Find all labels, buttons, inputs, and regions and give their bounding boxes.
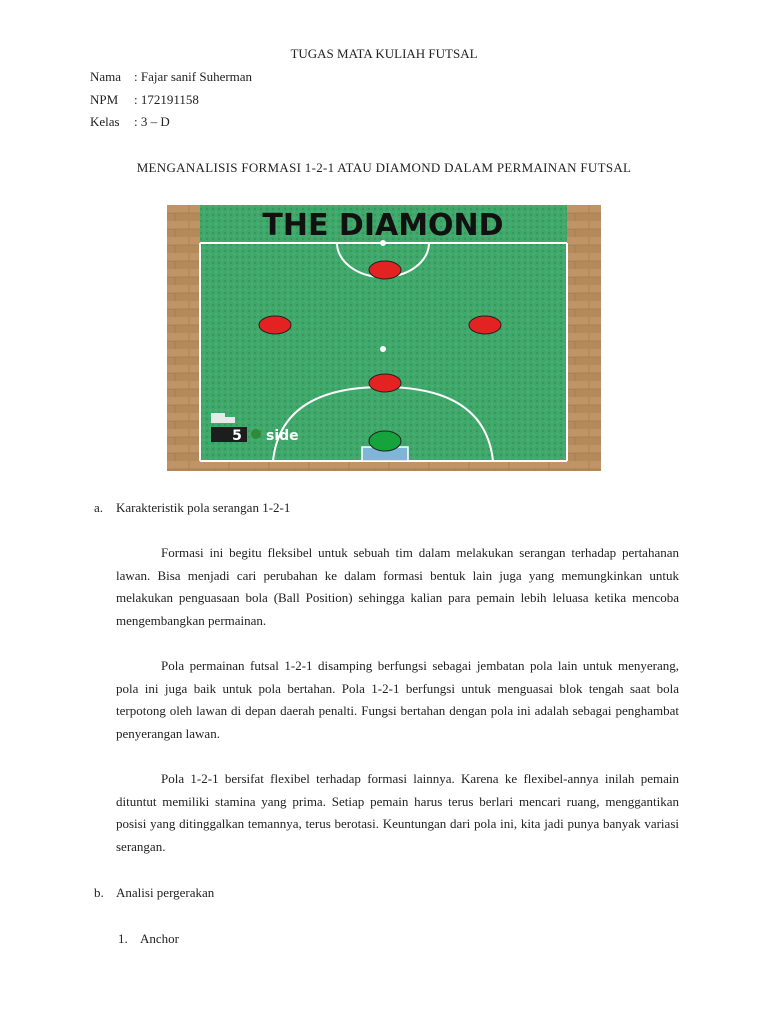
diamond-formation-figure (167, 205, 601, 471)
paragraph-2 (116, 655, 679, 745)
list-item-anchor: Anchor (140, 931, 179, 946)
field-value: : 3 – D (134, 114, 170, 129)
field-nama (90, 69, 252, 85)
figure-banner: THE DIAMOND (262, 208, 504, 243)
list-item-marker: 1. (118, 931, 128, 946)
logo-number: 5 (232, 428, 242, 444)
player-pivot (369, 261, 401, 279)
paragraph-text: Pola 1-2-1 bersifat flexibel terhadap formasi lainnya. Karena ke flexibel-annya inilah pemain dituntut memiliki stamina yang prima. Setiap pemain harus terus berlari mencari ruang, menggantikan posisi yang ditinggalkan temannya, terus berotasi. Keuntungan dari pola ini, kita jadi punya banyak variasi serangan. (116, 771, 679, 854)
player-anchor (369, 374, 401, 392)
paragraph-3 (116, 768, 679, 858)
paragraph-1 (116, 542, 679, 632)
paragraph-text: Pola permainan futsal 1-2-1 disamping berfungsi sebagai jembatan pola lain untuk menyerang, pola ini juga baik untuk pola bertahan. Pola 1-2-1 berfungsi untuk menguasai blok tengah saat bola terpotong oleh lawan di depan daerah penalti. Fungsi bertahan dengan pola ini adalah sebagai penghambat penyerangan lawan. (116, 658, 679, 741)
logo-word: side (266, 428, 299, 444)
penalty-spot (380, 346, 386, 352)
field-label: Nama (90, 69, 122, 84)
player-goalkeeper (369, 431, 401, 451)
section-b-title: Analisi pergerakan (116, 885, 215, 900)
document-title: TUGAS MATA KULIAH FUTSAL (290, 46, 478, 61)
section-a-marker: a. (94, 500, 104, 515)
player-left-flank (259, 316, 291, 334)
field-label: NPM (90, 92, 119, 107)
section-a-title: Karakteristik pola serangan 1-2-1 (116, 500, 291, 515)
player-right-flank (469, 316, 501, 334)
section-b-marker: b. (94, 885, 104, 900)
field-kelas (90, 114, 170, 130)
field-value: : Fajar sanif Suherman (134, 69, 253, 84)
field-value: : 172191158 (134, 92, 199, 107)
paragraph-text: Formasi ini begitu fleksibel untuk sebuah tim dalam melakukan serangan terhadap pertahanan lawan. Bisa menjadi cari perubahan ke dalam formasi bentuk lain juga yang memungkinkan untuk melakukan penguasaan bola (Ball Position) sehingga kalian para pemain lebih leluasa ketika mencoba mengembangkan permainan. (116, 545, 679, 628)
section-heading: MENGANALISIS FORMASI 1-2-1 ATAU DIAMOND DALAM PERMAINAN FUTSAL (136, 160, 632, 175)
field-label: Kelas (90, 114, 120, 129)
field-npm (90, 92, 199, 108)
